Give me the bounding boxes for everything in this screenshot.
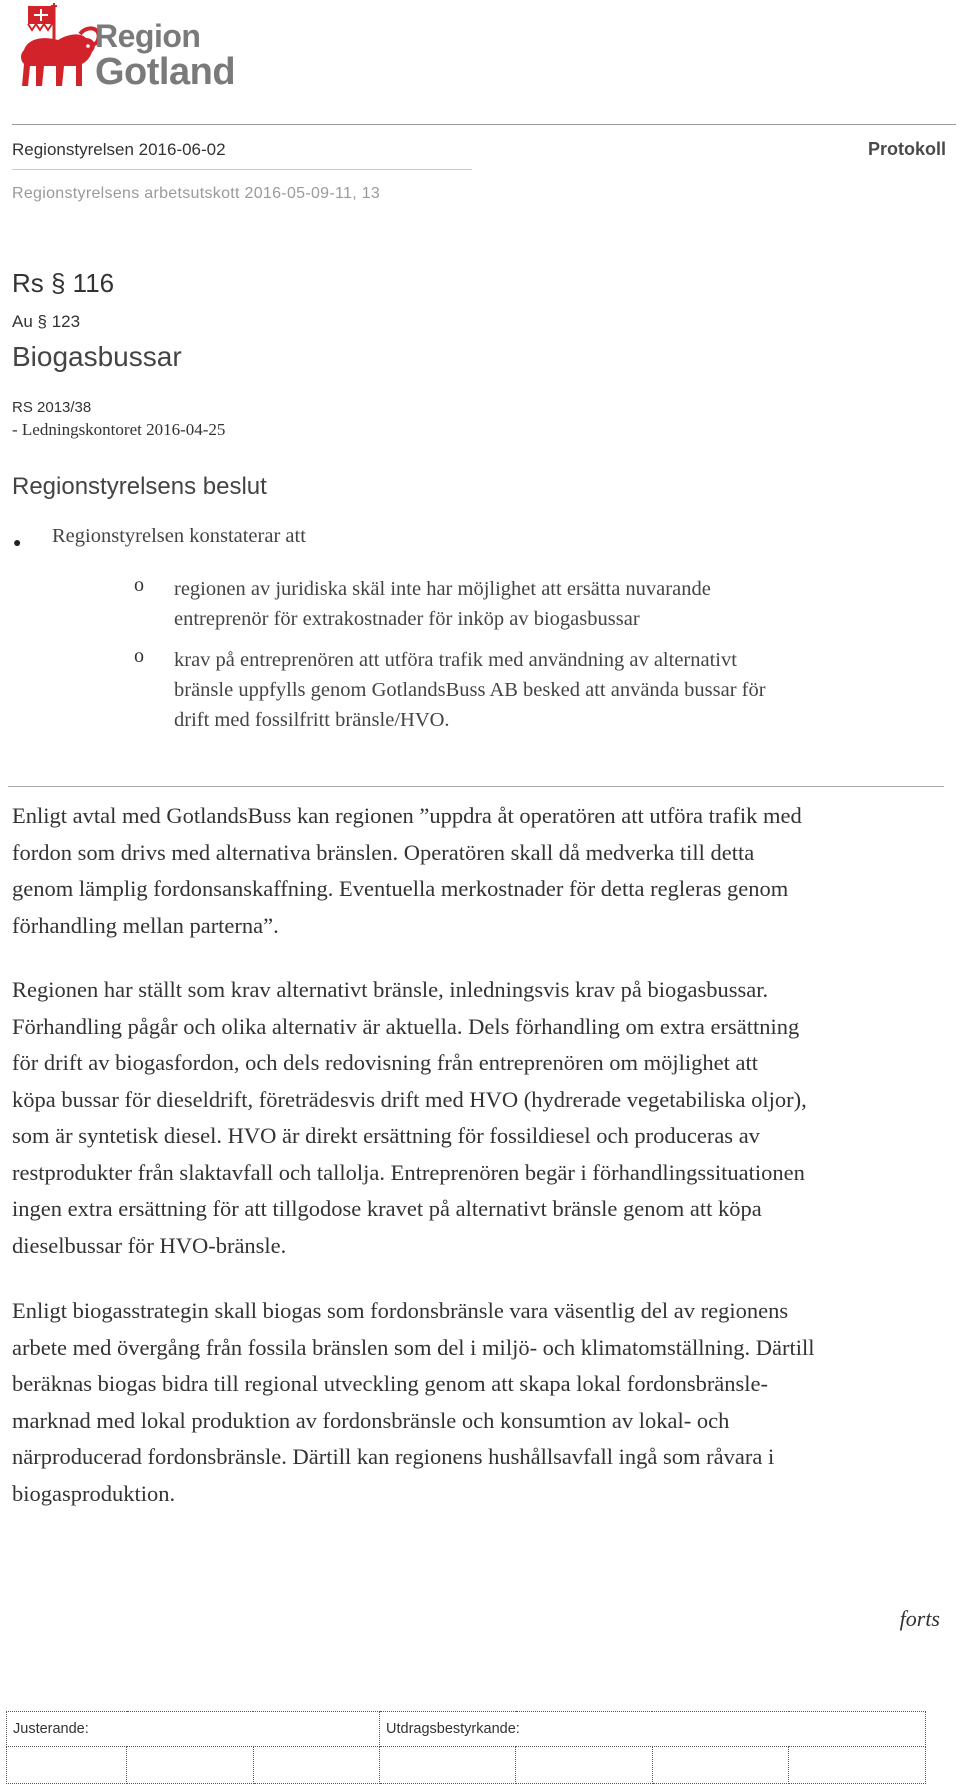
text-line: dieselbussar för HVO-bränsle. [12,1232,287,1258]
sub-bullet-icon: o [134,574,144,596]
signature-box [789,1747,926,1784]
text-line: drift med fossilfritt bränsle/HVO. [174,709,450,731]
logo-wordmark [95,20,235,91]
text-line: som är syntetisk diesel. HVO är direkt ersättning för fossildiesel och produceras av [12,1123,760,1148]
text-line: Förhandling pågår och olika alternativ är aktuella. Dels förhandling om extra ersättning [12,1013,800,1039]
text-line: biogasproduktion. [12,1480,176,1506]
text-line: närproducerad fordonsbränsle. Därtill kan regionens hushållsavfall ingå som råvara i [12,1444,775,1469]
page-title: Biogasbussar [12,341,182,372]
case-number: RS 2013/38 [12,399,92,416]
text-line: krav på entreprenören att utföra trafik med användning av alternativt [174,649,737,671]
decision-sub-item [174,645,944,735]
text-line: Enligt avtal med GotlandsBuss kan regionen ”uppdra åt operatören att utföra trafik med [12,803,802,828]
logo-line-region: Region [95,18,201,54]
ram-emblem-icon [14,2,106,90]
section-number: Rs § 116 [12,268,115,298]
continued-note: forts [899,1606,940,1631]
signature-box [253,1747,379,1784]
text-line: genom lämplig fordonsanskaffning. Eventuella merkostnader för detta regleras genom [12,876,789,901]
text-line: entreprenör för extrakostnader för inköp av biogasbussar [174,608,640,630]
document-type: Protokoll [867,139,946,159]
text-line: Enligt biogasstrategin skall biogas som fordonsbränsle vara väsentlig del av regionens [12,1298,789,1323]
signature-box [652,1747,788,1784]
body-paragraph-1 [12,798,952,944]
body-paragraph-3 [12,1293,952,1512]
text-line: fordon som drivs med alternativa bränslen. Operatören skall då medverka till detta [12,839,755,865]
au-section-number: Au § 123 [12,312,81,331]
decision-sub-item [174,574,944,634]
text-line: för drift av biogasfordon, och dels redovisning från entreprenören om möjlighet att [12,1050,759,1075]
text-line: restprodukter från slaktavfall och tallolja. Entreprenören begär i förhandlingssituationen [12,1159,805,1185]
header-sub-rule [12,169,472,170]
text-line: arbete med övergång från fossila bränslen som del i miljö- och klimatomställning. Därtill [12,1334,815,1360]
utdragsbestyrkande-label: Utdragsbestyrkande: [380,1712,926,1747]
decision-bullet: Regionstyrelsen konstaterar att [52,525,306,547]
meeting-date: Regionstyrelsen 2016-06-02 [12,140,226,159]
decision-heading: Regionstyrelsens beslut [12,473,267,500]
signature-box [127,1747,253,1784]
signature-box [7,1747,127,1784]
body-paragraph-2 [12,972,952,1264]
section-divider [8,786,944,787]
text-line: marknad med lokal produktion av fordonsbränsle och konsumtion av lokal- och [12,1407,730,1433]
bullet-icon: ● [13,536,22,551]
text-line: Regionen har ställt som krav alternativt bränsle, inledningsvis krav på biogasbussar. [12,977,769,1002]
committee-meeting: Regionstyrelsens arbetsutskott 2016-05-09-11, 13 [12,185,381,202]
text-line: ingen extra ersättning för att tillgodose kravet på alternativt bränsle genom att köpa [12,1196,762,1221]
text-line: beräknas biogas bidra till regional utveckling genom att skapa lokal fordonsbränsle- [12,1371,769,1396]
text-line: förhandling mellan parterna”. [12,912,279,938]
signature-box [380,1747,516,1784]
sub-bullet-icon: o [134,645,144,667]
header-rule [12,124,956,125]
justerande-label: Justerande: [7,1712,380,1747]
logo-line-gotland: Gotland [95,51,236,93]
signature-table [6,1711,926,1784]
text-line: bränsle uppfylls genom GotlandsBuss AB besked att använda bussar för [174,679,766,701]
text-line: köpa bussar för dieseldrift, företrädesvis drift med HVO (hydrerade vegetabiliska oljor), [12,1086,807,1112]
reference-line: - Ledningskontoret 2016-04-25 [12,420,226,439]
text-line: regionen av juridiska skäl inte har möjlighet att ersätta nuvarande [174,578,711,600]
signature-box [516,1747,652,1784]
